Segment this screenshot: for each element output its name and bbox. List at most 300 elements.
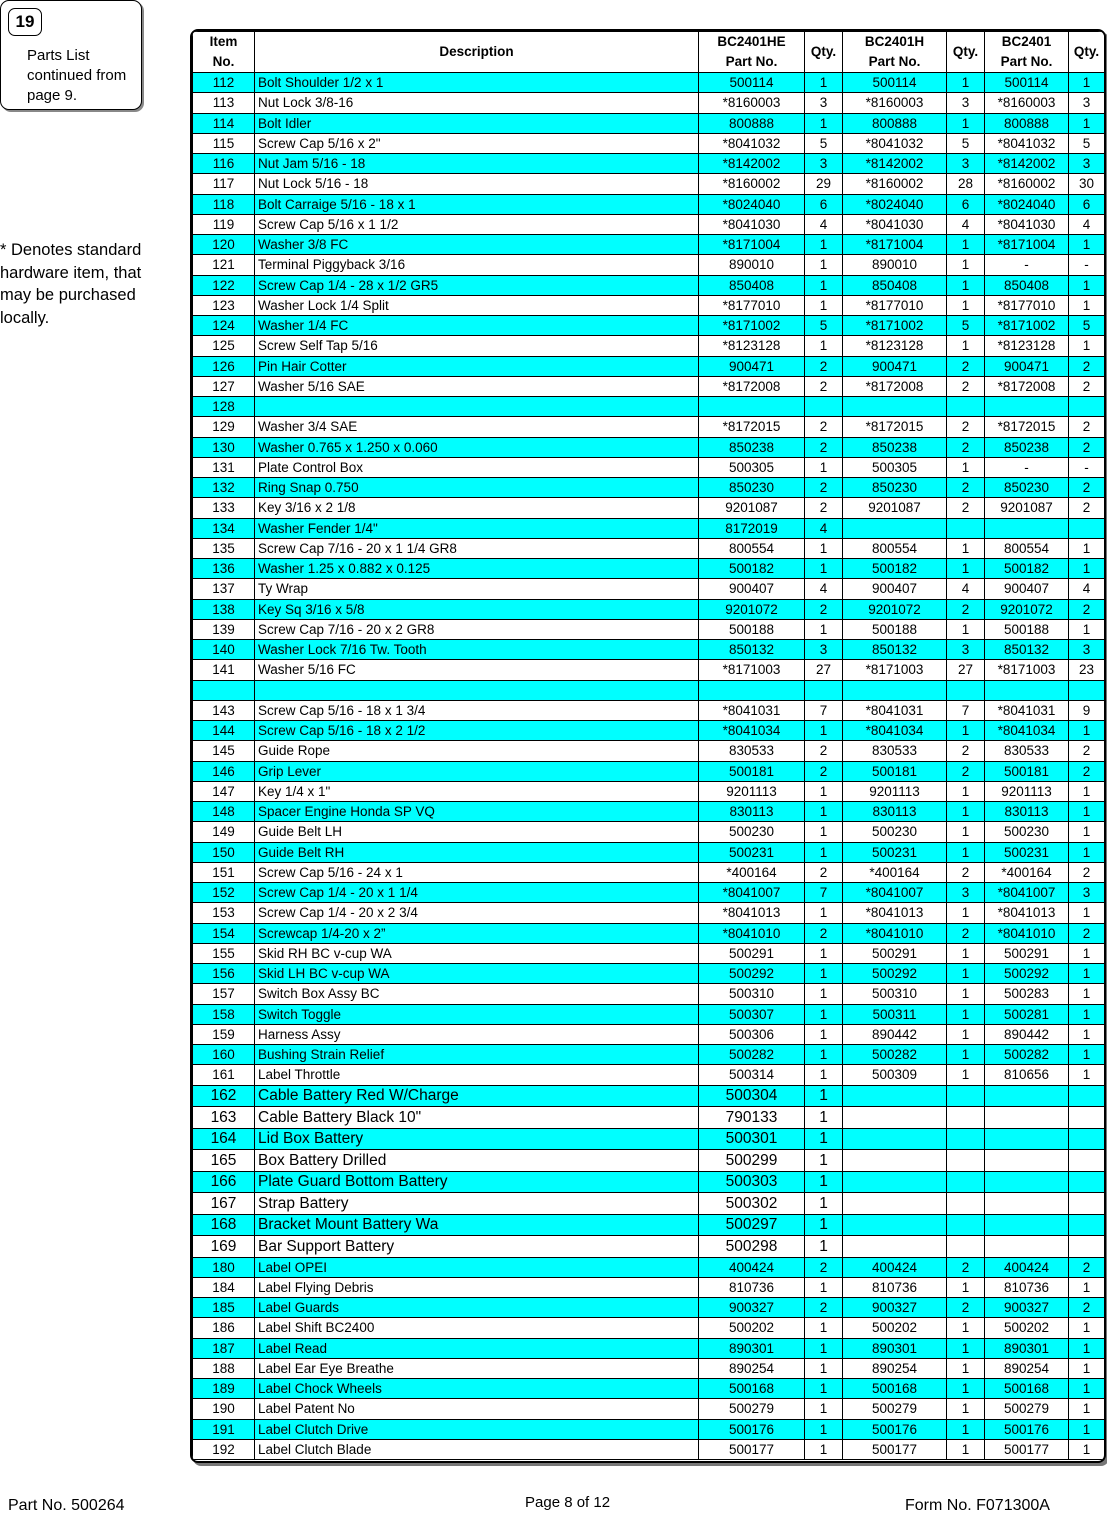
cell-bc2401he-part: *8123128	[699, 336, 805, 356]
cell-item-no: 165	[193, 1150, 255, 1172]
cell-description: Nut Lock 5/16 - 18	[255, 174, 699, 194]
cell-item-no: 184	[193, 1277, 255, 1297]
page-number-box	[0, 0, 142, 110]
cell-bc2401h-part: 890254	[843, 1358, 947, 1378]
cell-bc2401he-qty: 1	[805, 943, 843, 963]
header-description: Description	[255, 32, 699, 73]
cell-bc2401h-part: 830113	[843, 802, 947, 822]
cell-bc2401-qty: 1	[1069, 1024, 1105, 1044]
cell-bc2401he-qty: 5	[805, 133, 843, 153]
cell-bc2401h-qty	[947, 1171, 985, 1193]
cell-bc2401-qty	[1069, 1171, 1105, 1193]
table-row	[193, 356, 1105, 376]
cell-bc2401he-qty: 1	[805, 275, 843, 295]
cell-bc2401he-part: *8177010	[699, 295, 805, 315]
table-row	[193, 599, 1105, 619]
cell-bc2401he-part: 500291	[699, 943, 805, 963]
cell-description: Washer Lock 1/4 Split	[255, 295, 699, 315]
cell-item-no: 146	[193, 761, 255, 781]
cell-description: Pin Hair Cotter	[255, 356, 699, 376]
footer-page-number: Page 8 of 12	[525, 1494, 611, 1511]
cell-bc2401-part: 890301	[985, 1338, 1069, 1358]
cell-item-no: 118	[193, 194, 255, 214]
table-row	[193, 1150, 1105, 1172]
table-row	[193, 174, 1105, 194]
table-row	[193, 457, 1105, 477]
cell-bc2401he-qty: 2	[805, 417, 843, 437]
cell-bc2401he-part: 500303	[699, 1171, 805, 1193]
cell-bc2401-qty: 1	[1069, 943, 1105, 963]
cell-bc2401-part: 500231	[985, 842, 1069, 862]
cell-bc2401he-part: 500176	[699, 1419, 805, 1439]
cell-bc2401-part: *8041032	[985, 133, 1069, 153]
cell-description: Bolt Carraige 5/16 - 18 x 1	[255, 194, 699, 214]
cell-description: Screw Cap 1/4 - 28 x 1/2 GR5	[255, 275, 699, 295]
cell-bc2401-part: *8171002	[985, 316, 1069, 336]
cell-bc2401he-qty: 1	[805, 73, 843, 93]
cell-item-no: 152	[193, 883, 255, 903]
cell-bc2401-qty: 1	[1069, 559, 1105, 579]
header-bc2401h-part: BC2401H Part No.	[843, 32, 947, 73]
table-row	[193, 559, 1105, 579]
cell-item-no: 190	[193, 1399, 255, 1419]
cell-bc2401-qty: 4	[1069, 579, 1105, 599]
cell-bc2401-part	[985, 1214, 1069, 1236]
header-bc2401he-qty: Qty.	[805, 32, 843, 73]
cell-bc2401he-qty: 1	[805, 1128, 843, 1150]
cell-description: Guide Rope	[255, 741, 699, 761]
cell-bc2401-part: 500114	[985, 73, 1069, 93]
cell-bc2401h-qty: 1	[947, 1277, 985, 1297]
cell-bc2401-qty: 2	[1069, 376, 1105, 396]
cell-item-no: 168	[193, 1214, 255, 1236]
cell-bc2401he-part: *8172008	[699, 376, 805, 396]
cell-bc2401he-part: 500168	[699, 1379, 805, 1399]
table-row	[193, 154, 1105, 174]
cell-bc2401h-part: 800554	[843, 538, 947, 558]
cell-bc2401-qty: 1	[1069, 113, 1105, 133]
parts-table-container	[190, 29, 1106, 1463]
cell-bc2401h-qty: 27	[947, 660, 985, 680]
header-bc2401-qty: Qty.	[1069, 32, 1105, 73]
cell-bc2401h-part: 850230	[843, 478, 947, 498]
cell-bc2401h-qty: 1	[947, 1024, 985, 1044]
cell-bc2401-qty: 2	[1069, 437, 1105, 457]
cell-bc2401he-qty: 4	[805, 214, 843, 234]
table-row	[193, 700, 1105, 720]
cell-bc2401h-part: 500292	[843, 964, 947, 984]
cell-bc2401h-part: *400164	[843, 862, 947, 882]
table-row	[193, 1419, 1105, 1439]
cell-bc2401he-qty: 3	[805, 154, 843, 174]
cell-bc2401he-part: *8160002	[699, 174, 805, 194]
table-row	[193, 1257, 1105, 1277]
cell-bc2401h-qty: 2	[947, 356, 985, 376]
cell-bc2401-qty	[1069, 1085, 1105, 1107]
cell-item-no: 113	[193, 93, 255, 113]
cell-bc2401he-qty: 1	[805, 235, 843, 255]
cell-bc2401h-part: 500230	[843, 822, 947, 842]
cell-bc2401he-qty: 3	[805, 93, 843, 113]
cell-bc2401h-qty	[947, 1236, 985, 1258]
footer-form-no: Form No. F071300A	[905, 1497, 1050, 1514]
cell-item-no: 139	[193, 619, 255, 639]
cell-bc2401-qty: -	[1069, 255, 1105, 275]
cell-bc2401h-part: 500182	[843, 559, 947, 579]
cell-bc2401-qty	[1069, 1107, 1105, 1129]
cell-bc2401he-part: *8041007	[699, 883, 805, 903]
cell-bc2401h-qty: 1	[947, 822, 985, 842]
cell-bc2401-qty: 1	[1069, 802, 1105, 822]
cell-bc2401he-part: *8171004	[699, 235, 805, 255]
cell-bc2401-part	[985, 397, 1069, 417]
cell-bc2401-qty: 1	[1069, 721, 1105, 741]
cell-bc2401-qty: 1	[1069, 1004, 1105, 1024]
cell-bc2401he-qty: 7	[805, 883, 843, 903]
cell-bc2401he-part: 500298	[699, 1236, 805, 1258]
cell-bc2401he-part	[699, 397, 805, 417]
cell-bc2401h-qty: 2	[947, 923, 985, 943]
table-row	[193, 943, 1105, 963]
cell-bc2401-qty: 1	[1069, 73, 1105, 93]
table-row	[193, 113, 1105, 133]
cell-item-no: 160	[193, 1045, 255, 1065]
cell-item-no: 120	[193, 235, 255, 255]
cell-bc2401he-qty: 1	[805, 1065, 843, 1085]
cell-bc2401he-part: 800888	[699, 113, 805, 133]
cell-bc2401he-qty: 1	[805, 1379, 843, 1399]
cell-bc2401-part: -	[985, 255, 1069, 275]
cell-bc2401h-part: 500188	[843, 619, 947, 639]
cell-description: Box Battery Drilled	[255, 1150, 699, 1172]
cell-bc2401h-part: *8160003	[843, 93, 947, 113]
cell-description: Spacer Engine Honda SP VQ	[255, 802, 699, 822]
cell-bc2401he-part: 9201087	[699, 498, 805, 518]
cell-bc2401h-part: 900407	[843, 579, 947, 599]
cell-item-no: 153	[193, 903, 255, 923]
cell-bc2401he-qty: 6	[805, 194, 843, 214]
cell-bc2401h-qty: 1	[947, 619, 985, 639]
cell-description: Plate Guard Bottom Battery	[255, 1171, 699, 1193]
cell-bc2401he-part: 830113	[699, 802, 805, 822]
cell-item-no: 169	[193, 1236, 255, 1258]
cell-bc2401-part: *8172015	[985, 417, 1069, 437]
cell-bc2401he-part: 890254	[699, 1358, 805, 1378]
cell-item-no: 134	[193, 518, 255, 538]
table-row	[193, 842, 1105, 862]
cell-bc2401he-qty: 1	[805, 1024, 843, 1044]
table-row	[193, 781, 1105, 801]
cell-bc2401he-qty: 1	[805, 559, 843, 579]
cell-bc2401h-qty: 1	[947, 295, 985, 315]
cell-item-no: 132	[193, 478, 255, 498]
cell-bc2401-qty: 3	[1069, 640, 1105, 660]
cell-bc2401h-qty: 1	[947, 538, 985, 558]
table-row	[193, 680, 1105, 700]
table-row	[193, 1171, 1105, 1193]
cell-bc2401h-part: 830533	[843, 741, 947, 761]
cell-bc2401-qty	[1069, 1128, 1105, 1150]
cell-bc2401h-part	[843, 680, 947, 700]
cell-description: Cable Battery Red W/Charge	[255, 1085, 699, 1107]
cell-bc2401h-part: 810736	[843, 1277, 947, 1297]
cell-bc2401he-qty: 1	[805, 255, 843, 275]
cell-item-no: 131	[193, 457, 255, 477]
cell-description: Label Guards	[255, 1298, 699, 1318]
cell-description: Nut Jam 5/16 - 18	[255, 154, 699, 174]
cell-bc2401h-part: 500305	[843, 457, 947, 477]
cell-item-no: 119	[193, 214, 255, 234]
cell-bc2401-qty: 1	[1069, 1277, 1105, 1297]
table-row	[193, 1277, 1105, 1297]
cell-description: Harness Assy	[255, 1024, 699, 1044]
cell-item-no: 149	[193, 822, 255, 842]
cell-bc2401-qty: 1	[1069, 538, 1105, 558]
cell-bc2401h-qty: 5	[947, 133, 985, 153]
cell-bc2401he-part: 500306	[699, 1024, 805, 1044]
cell-bc2401h-part: *8172008	[843, 376, 947, 396]
cell-bc2401h-part: 500177	[843, 1439, 947, 1459]
cell-bc2401he-part: 900327	[699, 1298, 805, 1318]
cell-item-no: 155	[193, 943, 255, 963]
cell-description: Lid Box Battery	[255, 1128, 699, 1150]
cell-bc2401-part	[985, 1085, 1069, 1107]
cell-bc2401-qty	[1069, 397, 1105, 417]
cell-description: Strap Battery	[255, 1193, 699, 1215]
cell-bc2401-qty: 1	[1069, 336, 1105, 356]
cell-bc2401h-part: 500310	[843, 984, 947, 1004]
cell-bc2401he-qty: 1	[805, 1004, 843, 1024]
cell-bc2401he-qty: 4	[805, 518, 843, 538]
table-row	[193, 235, 1105, 255]
cell-bc2401h-part: 9201072	[843, 599, 947, 619]
cell-bc2401he-part: 500177	[699, 1439, 805, 1459]
cell-bc2401h-part: 500282	[843, 1045, 947, 1065]
table-row	[193, 721, 1105, 741]
cell-description: Label Read	[255, 1338, 699, 1358]
cell-description: Washer 1.25 x 0.882 x 0.125	[255, 559, 699, 579]
cell-item-no: 150	[193, 842, 255, 862]
cell-bc2401he-qty: 1	[805, 1150, 843, 1172]
cell-bc2401h-qty: 2	[947, 741, 985, 761]
cell-bc2401h-qty: 7	[947, 700, 985, 720]
cell-description: Guide Belt RH	[255, 842, 699, 862]
cell-bc2401he-qty: 29	[805, 174, 843, 194]
cell-bc2401h-qty: 4	[947, 214, 985, 234]
cell-bc2401-part: *8041034	[985, 721, 1069, 741]
table-row	[193, 1107, 1105, 1129]
cell-bc2401he-qty: 1	[805, 336, 843, 356]
cell-description: Skid LH BC v-cup WA	[255, 964, 699, 984]
cell-item-no: 127	[193, 376, 255, 396]
table-row	[193, 376, 1105, 396]
cell-bc2401-qty: 2	[1069, 356, 1105, 376]
cell-bc2401-qty: 2	[1069, 923, 1105, 943]
cell-bc2401h-qty	[947, 1107, 985, 1129]
cell-bc2401-qty: 3	[1069, 93, 1105, 113]
cell-bc2401-part: 500283	[985, 984, 1069, 1004]
cell-description: Label Patent No	[255, 1399, 699, 1419]
cell-bc2401he-part: 500297	[699, 1214, 805, 1236]
cell-bc2401h-part	[843, 518, 947, 538]
cell-bc2401h-part: 500202	[843, 1318, 947, 1338]
cell-item-no: 129	[193, 417, 255, 437]
cell-bc2401-qty	[1069, 1150, 1105, 1172]
cell-bc2401-part: *8160002	[985, 174, 1069, 194]
cell-bc2401-part: 890254	[985, 1358, 1069, 1378]
cell-bc2401he-qty: 1	[805, 113, 843, 133]
table-row	[193, 1128, 1105, 1150]
cell-bc2401he-part: *8041032	[699, 133, 805, 153]
cell-description: Skid RH BC v-cup WA	[255, 943, 699, 963]
cell-description: Label Clutch Blade	[255, 1439, 699, 1459]
cell-bc2401h-part: 9201087	[843, 498, 947, 518]
cell-bc2401h-qty: 1	[947, 721, 985, 741]
cell-bc2401he-part: 500202	[699, 1318, 805, 1338]
cell-bc2401he-part: 9201113	[699, 781, 805, 801]
cell-item-no: 140	[193, 640, 255, 660]
table-row	[193, 133, 1105, 153]
cell-bc2401-qty: 1	[1069, 1065, 1105, 1085]
cell-item-no: 148	[193, 802, 255, 822]
cell-bc2401he-part: 890010	[699, 255, 805, 275]
table-row	[193, 619, 1105, 639]
cell-bc2401h-qty: 28	[947, 174, 985, 194]
cell-item-no: 163	[193, 1107, 255, 1129]
cell-bc2401he-qty: 1	[805, 1171, 843, 1193]
cell-bc2401-qty: -	[1069, 457, 1105, 477]
cell-bc2401h-qty: 1	[947, 457, 985, 477]
table-row	[193, 761, 1105, 781]
cell-bc2401he-part: 850238	[699, 437, 805, 457]
cell-description: Guide Belt LH	[255, 822, 699, 842]
cell-bc2401-qty: 2	[1069, 417, 1105, 437]
cell-bc2401he-qty: 1	[805, 1399, 843, 1419]
cell-item-no: 143	[193, 700, 255, 720]
cell-bc2401he-part: *400164	[699, 862, 805, 882]
cell-bc2401h-qty: 1	[947, 275, 985, 295]
cell-bc2401-qty: 2	[1069, 599, 1105, 619]
cell-bc2401-part: 810736	[985, 1277, 1069, 1297]
cell-bc2401he-qty: 1	[805, 1338, 843, 1358]
cell-bc2401h-part: 850238	[843, 437, 947, 457]
cell-bc2401h-qty: 2	[947, 599, 985, 619]
cell-bc2401-part: 9201113	[985, 781, 1069, 801]
cell-bc2401h-qty: 1	[947, 73, 985, 93]
cell-description: Plate Control Box	[255, 457, 699, 477]
cell-bc2401h-qty	[947, 518, 985, 538]
cell-item-no: 191	[193, 1419, 255, 1439]
cell-bc2401h-part: 890301	[843, 1338, 947, 1358]
cell-bc2401h-qty: 2	[947, 1257, 985, 1277]
cell-description: Switch Box Assy BC	[255, 984, 699, 1004]
cell-bc2401h-qty: 2	[947, 862, 985, 882]
cell-bc2401-part: 500188	[985, 619, 1069, 639]
cell-bc2401h-part: 890442	[843, 1024, 947, 1044]
cell-bc2401-part	[985, 1107, 1069, 1129]
cell-bc2401he-part: 500188	[699, 619, 805, 639]
cell-item-no: 161	[193, 1065, 255, 1085]
cell-bc2401-qty: 3	[1069, 154, 1105, 174]
cell-description: Screw Cap 7/16 - 20 x 1 1/4 GR8	[255, 538, 699, 558]
cell-bc2401h-part	[843, 1128, 947, 1150]
cell-bc2401-part: 500181	[985, 761, 1069, 781]
cell-bc2401he-part: 890301	[699, 1338, 805, 1358]
cell-bc2401he-part: 900471	[699, 356, 805, 376]
cell-item-no: 112	[193, 73, 255, 93]
cell-bc2401he-qty: 5	[805, 316, 843, 336]
cell-item-no: 135	[193, 538, 255, 558]
cell-bc2401-qty	[1069, 680, 1105, 700]
cell-bc2401h-qty	[947, 1193, 985, 1215]
cell-bc2401he-part: *8041010	[699, 923, 805, 943]
cell-bc2401h-part: 890010	[843, 255, 947, 275]
cell-bc2401-part: 500292	[985, 964, 1069, 984]
cell-bc2401h-part	[843, 1085, 947, 1107]
cell-bc2401he-part: *8041013	[699, 903, 805, 923]
table-row	[193, 498, 1105, 518]
cell-bc2401he-qty: 2	[805, 498, 843, 518]
cell-bc2401h-part	[843, 397, 947, 417]
cell-bc2401he-qty: 2	[805, 923, 843, 943]
cell-description: Label Clutch Drive	[255, 1419, 699, 1439]
cell-description: Cable Battery Black 10"	[255, 1107, 699, 1129]
table-row	[193, 538, 1105, 558]
cell-item-no: 122	[193, 275, 255, 295]
cell-description: Bushing Strain Relief	[255, 1045, 699, 1065]
table-row	[193, 1024, 1105, 1044]
cell-bc2401he-part	[699, 680, 805, 700]
cell-bc2401he-part: *8142002	[699, 154, 805, 174]
cell-item-no: 159	[193, 1024, 255, 1044]
cell-bc2401he-part: 400424	[699, 1257, 805, 1277]
cell-item-no: 162	[193, 1085, 255, 1107]
cell-bc2401he-qty: 1	[805, 295, 843, 315]
table-row	[193, 579, 1105, 599]
cell-bc2401h-part: 900327	[843, 1298, 947, 1318]
cell-bc2401h-qty: 3	[947, 883, 985, 903]
cell-bc2401he-part: *8172015	[699, 417, 805, 437]
cell-bc2401-part: *8041013	[985, 903, 1069, 923]
cell-bc2401-part: 400424	[985, 1257, 1069, 1277]
cell-bc2401-qty: 30	[1069, 174, 1105, 194]
cell-bc2401h-part: *8041034	[843, 721, 947, 741]
cell-bc2401h-qty	[947, 680, 985, 700]
cell-item-no: 144	[193, 721, 255, 741]
cell-bc2401-part: -	[985, 457, 1069, 477]
table-row	[193, 660, 1105, 680]
cell-bc2401-part	[985, 1236, 1069, 1258]
cell-item-no: 157	[193, 984, 255, 1004]
cell-description: Screw Cap 1/4 - 20 x 2 3/4	[255, 903, 699, 923]
cell-item-no: 114	[193, 113, 255, 133]
cell-description: Switch Toggle	[255, 1004, 699, 1024]
cell-bc2401h-part: 850132	[843, 640, 947, 660]
table-row	[193, 518, 1105, 538]
table-row	[193, 397, 1105, 417]
cell-bc2401-qty	[1069, 1214, 1105, 1236]
header-bc2401h-qty: Qty.	[947, 32, 985, 73]
cell-bc2401-qty: 1	[1069, 1045, 1105, 1065]
cell-bc2401he-qty: 2	[805, 599, 843, 619]
cell-description	[255, 680, 699, 700]
cell-bc2401-qty: 1	[1069, 235, 1105, 255]
cell-bc2401h-part: 800888	[843, 113, 947, 133]
cell-bc2401h-qty: 1	[947, 1358, 985, 1378]
cell-item-no: 187	[193, 1338, 255, 1358]
cell-description: Terminal Piggyback 3/16	[255, 255, 699, 275]
cell-bc2401h-part	[843, 1214, 947, 1236]
